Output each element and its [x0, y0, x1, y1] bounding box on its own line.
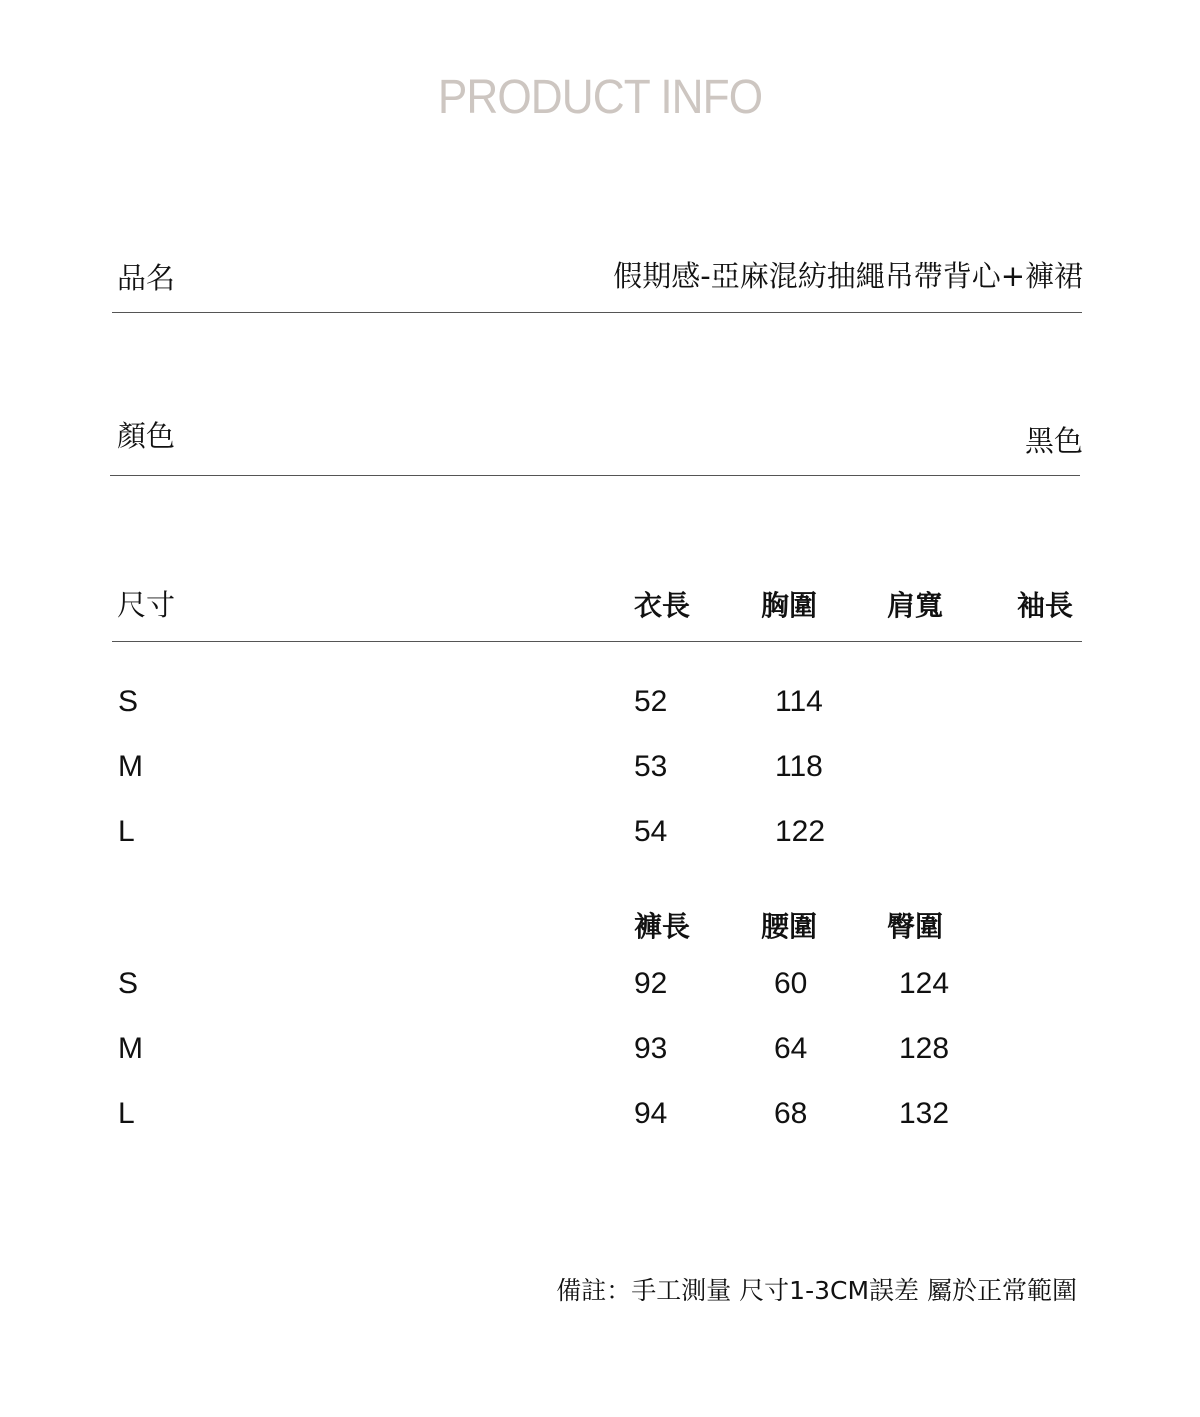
product-name-label: 品名: [117, 261, 176, 295]
size-cell: S: [118, 685, 139, 718]
value-cell: 94: [634, 1097, 668, 1130]
product-name-value: 假期感-亞麻混紡抽繩吊帶背心+褲裙: [613, 259, 1083, 293]
value-cell: 132: [899, 1097, 950, 1130]
header-shoulder: 肩寬: [887, 589, 944, 622]
size-cell: S: [118, 967, 139, 1000]
value-cell: 93: [634, 1032, 668, 1065]
size-cell: M: [118, 750, 143, 783]
color-label: 顏色: [117, 419, 176, 453]
divider: [112, 312, 1082, 313]
page-title: PRODUCT INFO: [437, 71, 763, 124]
header-length: 衣長: [634, 589, 691, 622]
color-value: 黑色: [1024, 424, 1083, 458]
value-cell: 64: [774, 1032, 808, 1065]
value-cell: 68: [774, 1097, 808, 1130]
size-cell: L: [118, 815, 135, 848]
header-chest: 胸圍: [761, 589, 818, 622]
divider: [110, 475, 1080, 476]
value-cell: 128: [899, 1032, 950, 1065]
header-hip: 臀圍: [887, 910, 944, 943]
size-cell: L: [118, 1097, 135, 1130]
size-label: 尺寸: [117, 588, 176, 622]
value-cell: 54: [634, 815, 668, 848]
value-cell: 122: [775, 815, 826, 848]
header-waist: 腰圍: [761, 910, 818, 943]
header-sleeve: 袖長: [1017, 589, 1074, 622]
value-cell: 124: [899, 967, 950, 1000]
value-cell: 118: [775, 750, 823, 783]
divider: [112, 641, 1082, 642]
value-cell: 60: [774, 967, 808, 1000]
value-cell: 53: [634, 750, 668, 783]
footnote: 備註：手工測量 尺寸1-3CM誤差 屬於正常範圍: [556, 1276, 1077, 1305]
value-cell: 114: [775, 685, 823, 718]
size-cell: M: [118, 1032, 143, 1065]
header-pants-length: 褲長: [634, 910, 691, 943]
value-cell: 52: [634, 685, 668, 718]
value-cell: 92: [634, 967, 668, 1000]
